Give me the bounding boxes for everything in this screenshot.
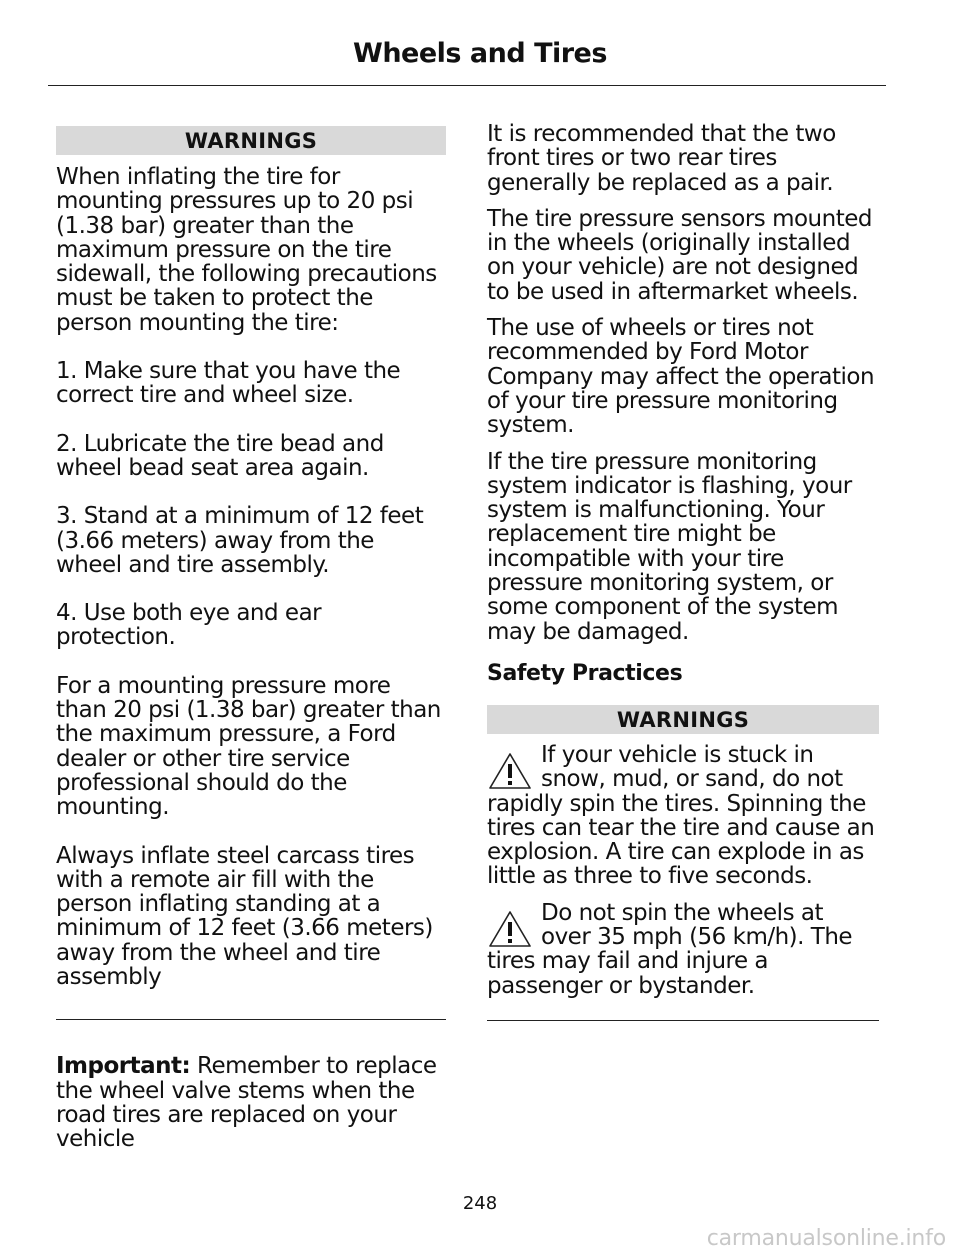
- page-number: 248: [462, 1193, 498, 1214]
- page-title: Wheels and Tires: [353, 38, 607, 69]
- safety-practices-heading: Safety Practices: [487, 660, 683, 686]
- warning-triangle-icon: [487, 751, 533, 791]
- precaution-step-1: 1. Make sure that you have the correct tire and wheel size.: [56, 358, 401, 409]
- precaution-step-2: 2. Lubricate the tire bead and wheel bead seat area again.: [56, 430, 384, 481]
- warning-stuck-text: If your vehicle is stuck in snow, mud, or sand, do not rapidly spin the tires. Spinning the tires can tear the tire and cause an explosion. A tire can explode in as little as three to five seconds.: [487, 742, 875, 889]
- precaution-step-4: 4. Use both eye and ear protection.: [56, 600, 322, 651]
- replace-pair-note: It is recommended that the two front tires or two rear tires generally be replaced as a pair.: [487, 121, 836, 196]
- indicator-note: If the tire pressure monitoring system indicator is flashing, your system is malfunctioning. Your replacement tire might be incompatible with your tire pressure monitoring system, or some component of the system may be damaged.: [487, 448, 852, 645]
- header-divider: [48, 85, 886, 86]
- steel-carcass-note: Always inflate steel carcass tires with a remote air fill with the person inflating standing at a minimum of 12 feet (3.66 meters) away from the wheel and tire assembly: [56, 842, 433, 991]
- precaution-step-3: 3. Stand at a minimum of 12 feet (3.66 meters) away from the wheel and tire assembly.: [56, 503, 424, 578]
- warnings-end-divider: [56, 1019, 446, 1020]
- warning-triangle-icon: [487, 909, 533, 949]
- right-column: [487, 122, 879, 1021]
- inflation-intro: When inflating the tire for mounting pressures up to 20 psi (1.38 bar) greater than the maximum pressure on the tire sidewall, the following precautions must be taken to protect the person mounting the tire:: [56, 164, 437, 336]
- warnings-heading: WARNINGS: [56, 126, 446, 155]
- site-watermark: carmanualsonline.info: [706, 1226, 946, 1251]
- warning-speed-text: Do not spin the wheels at over 35 mph (56 km/h). The tires may fail and injure a passenger or bystander.: [487, 900, 853, 998]
- over-pressure-note: For a mounting pressure more than 20 psi (1.38 bar) greater than the maximum pressure, a Ford dealer or other tire service professional should do the mounting.: [56, 672, 441, 821]
- warning-item-stuck: [487, 743, 879, 889]
- important-label: Important:: [56, 1053, 191, 1080]
- sensor-note: The tire pressure sensors mounted in the wheels (originally installed on your vehicle) are not designed to be used in aftermarket wheels.: [487, 205, 872, 305]
- important-note: [56, 1054, 446, 1151]
- safety-warnings-heading: WARNINGS: [487, 705, 879, 734]
- non-recommended-note: The use of wheels or tires not recommended by Ford Motor Company may affect the operation of your tire pressure monitoring system.: [487, 315, 875, 439]
- left-column: [56, 122, 446, 1152]
- important-text: Remember to replace the wheel valve stems when the road tires are replaced on your vehicle: [56, 1053, 437, 1153]
- warning-item-speed: [487, 901, 879, 998]
- safety-warnings-end-divider: [487, 1020, 879, 1021]
